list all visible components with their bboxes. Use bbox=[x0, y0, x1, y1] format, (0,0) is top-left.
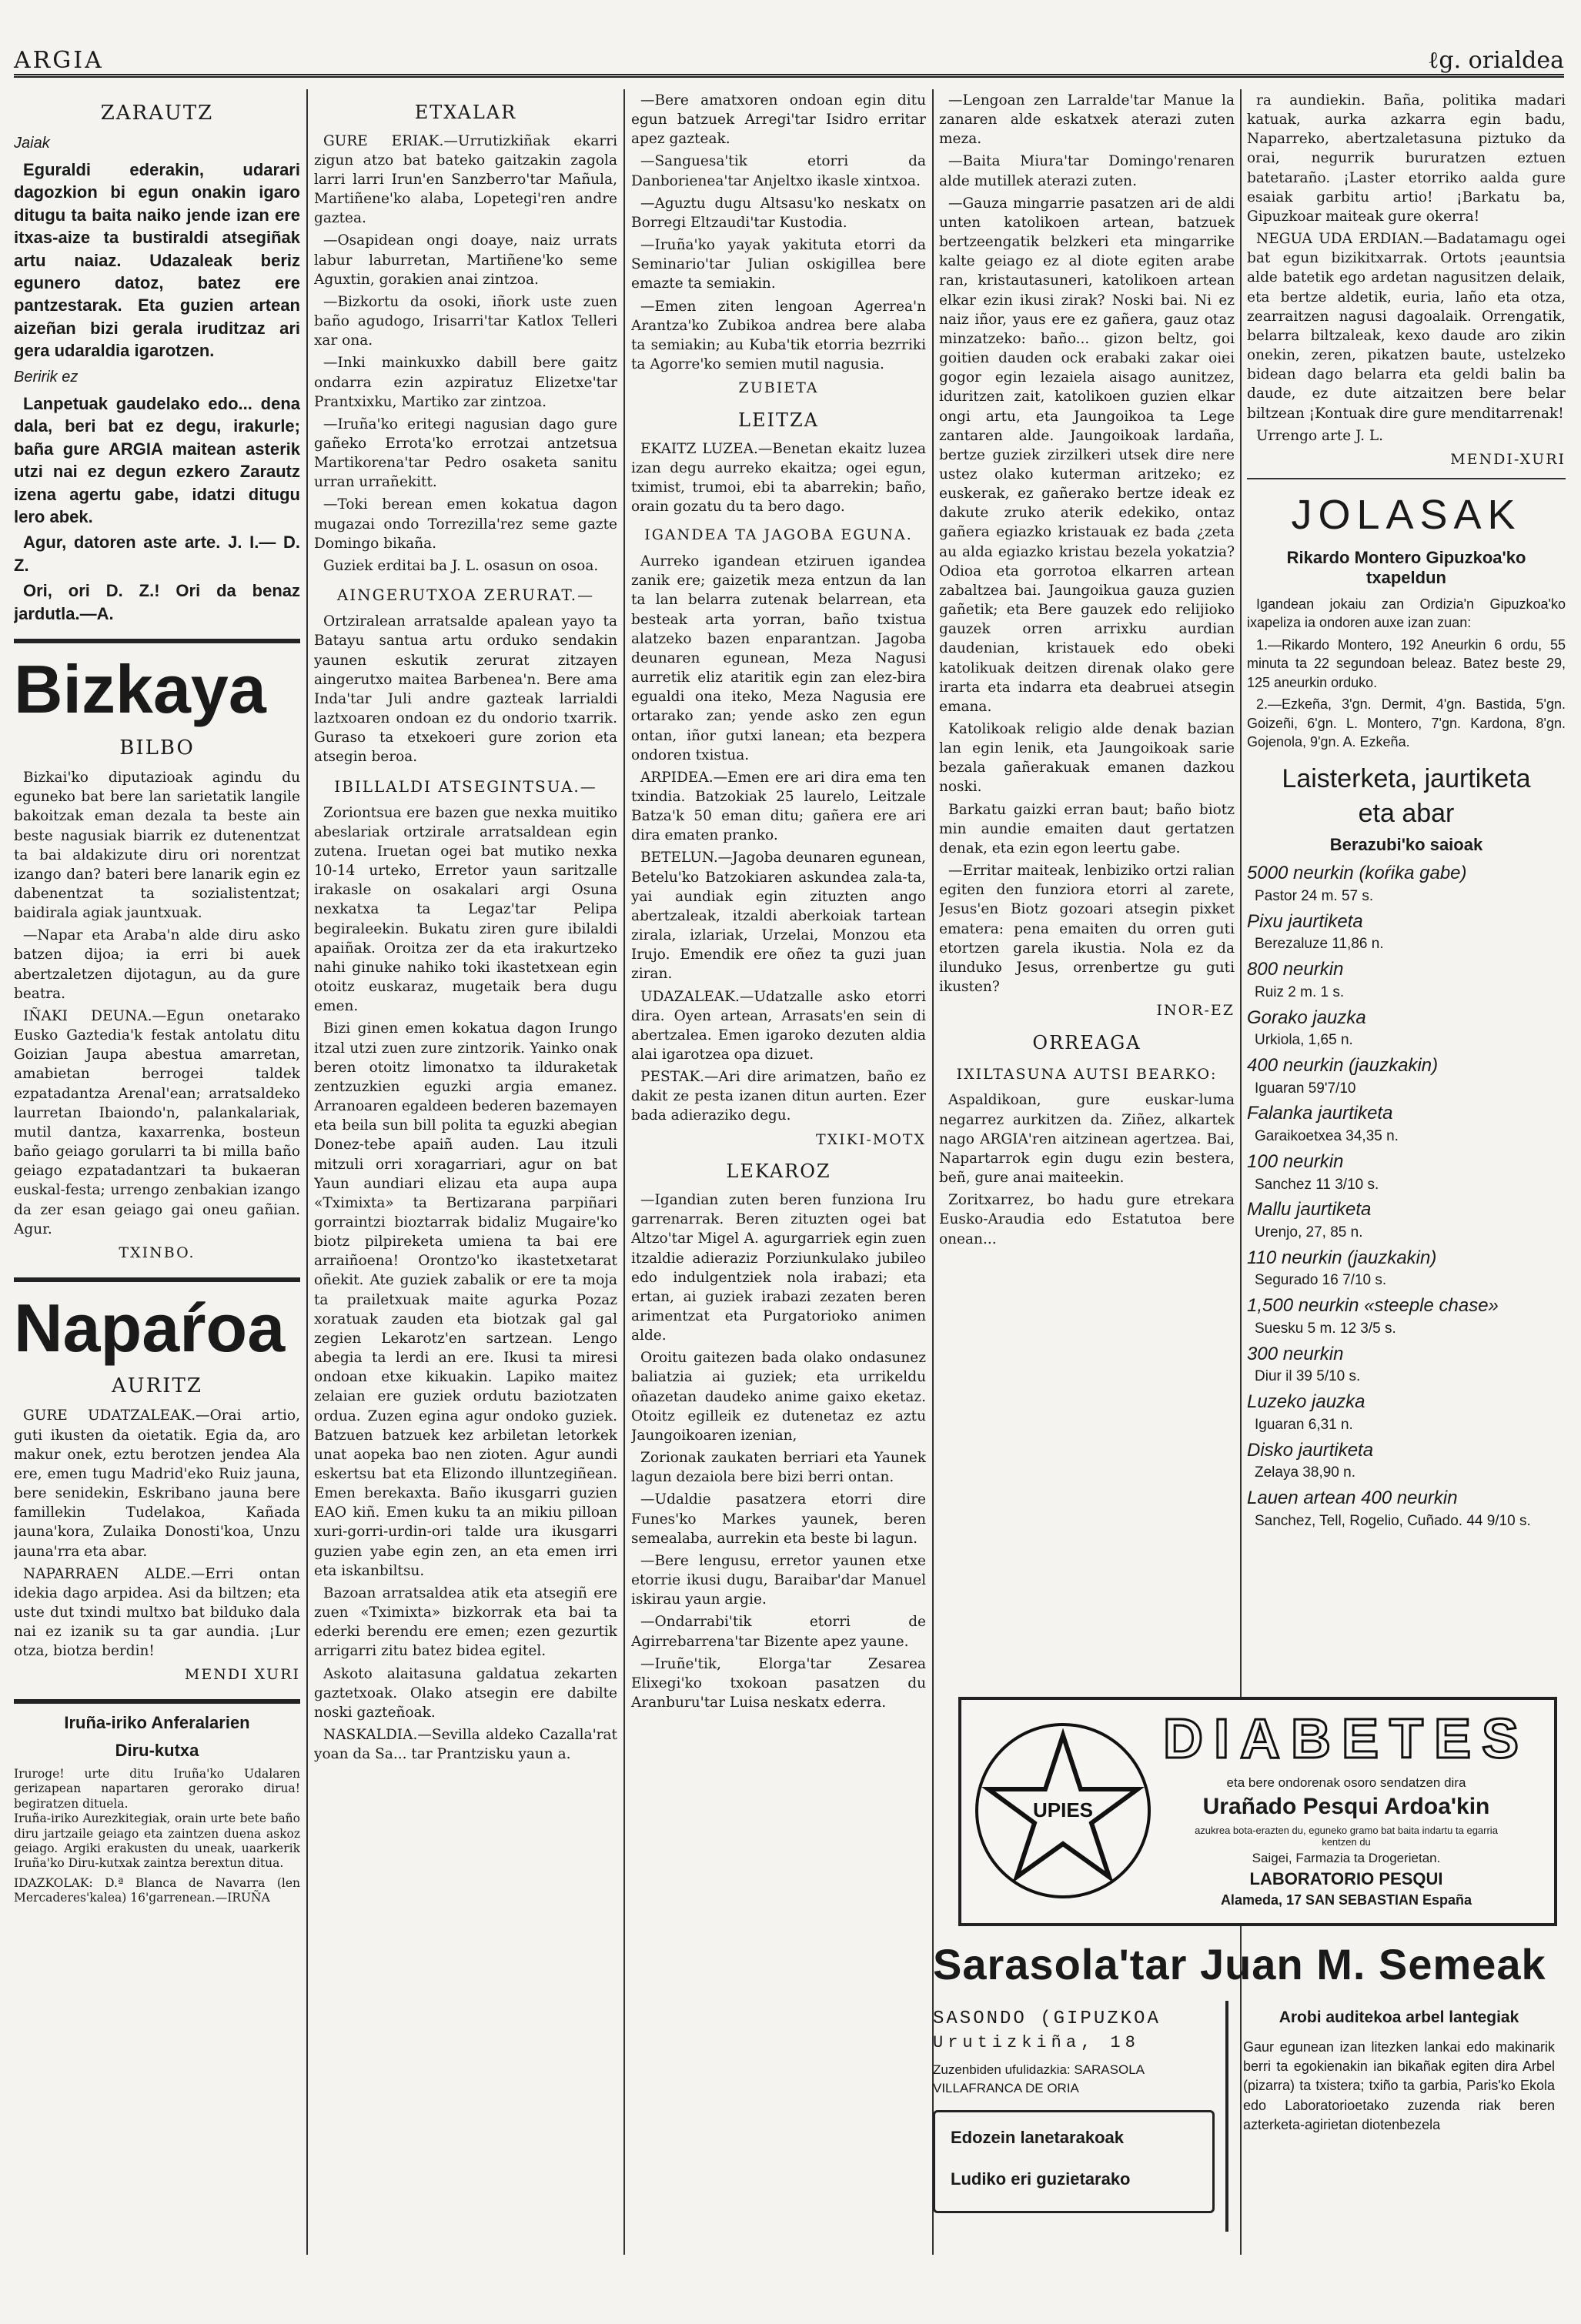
result-event: 800 neurkin bbox=[1247, 959, 1344, 980]
bilbo-paragraph: Bizkai'ko diputazioak agindu du eguneko bat bere lan sarietatik langile bakoitzak eman dezala ta beste ain beste nagusiak biarrik ez dutenentzat ta bai aldakizute diru ori norentzat izango dan? bateri bere lanarik egin ez dabenentzat ta sozialistentzat; baidirala agiak jauntxuak. bbox=[14, 770, 300, 922]
result-value: Sanchez 11 3/10 s. bbox=[1255, 1176, 1379, 1193]
diabetes-line: azukrea bota-erazten du, eguneko gramo bat baita indartu ta egarria kentzen du bbox=[1195, 1825, 1498, 1848]
result-event: 400 neurkin (jauzkakin) bbox=[1247, 1055, 1439, 1076]
sarasola-products-box bbox=[933, 2110, 1215, 2213]
sarasola-product: Edozein lanetarakoak bbox=[951, 2128, 1124, 2147]
news-item: —Ondarrabi'tik etorri de Agirrebarrena'tar Bizente apez yaune. bbox=[631, 1614, 926, 1650]
result-event: Mallu jaurtiketa bbox=[1247, 1199, 1372, 1220]
diru-kutxa-address: IDAZKOLAK: D.ª Blanca de Navarra (len Mercaderes'kalea) 16'garrenean.—IRUÑA bbox=[14, 1875, 300, 1905]
diru-kutxa-text: Iruña-iriko Aurezkitegiak, orain urte bete baño diru jartzaile geiago eta zaintzen duena askoz geiago. Argiki erakusten du uneak, uaarkerik Iruña'ko Diru-kutxak zaintza berextun ditua. bbox=[14, 1811, 300, 1871]
news-item: —Bere amatxoren ondoan egin ditu egun batzuek Arregi'tar Isidro erritar apez gazteak. bbox=[631, 92, 926, 148]
result-value: Segurado 16 7/10 s. bbox=[1255, 1272, 1387, 1289]
news-item: —Iruña'ko yayak yakituta etorri da Seminario'tar Julian oskigillea bere emazte ta semiakin. bbox=[631, 237, 926, 292]
diru-kutxa-title: Iruña-iriko Anferalarien bbox=[64, 1713, 250, 1733]
section-divider bbox=[14, 1277, 300, 1282]
etxalar-paragraph: GURE ERIAK.—Urrutizkiñak ekarri zigun atzo bat bateko gaitzakin zagola larri larri Irun'en Sanzberro'tar Mañula, Martiñene'ko alaba, Lopetegi'ren andre gaztea. bbox=[314, 132, 617, 227]
news-item: —Gauza mingarrie pasatzen ari de aldi unten katolikoen artean, batzuek bertzeengatik belzkeri eta mingarrike kalte geiago ez al diote egiten arabe ran, kristautasuneri, katolikoen artean elkar ezin ikusi zirak? Noski bai. Ni ez naiz iñor, yaus ere ez gañera, gauz otaz minzatzeko: baño... gizon beltz, goi goitien dauden ock erabaki zakar oiei gogor egin lezaiela aisago aunitzez, iduritzen zait, katolikoen guzien elkar ongi artu, eta Jaungoikoa ta Lege zantaren alde. Jaungoikoak lardaña, bertze guziek zirzilkeri utsek dire nere ustez olako kuterman aritzeko; ez euskerak, ez gañerako bertze ideak ez dakute zruko aterik edekiko, ontaz gañera egiazko kristauak ez bada ¿zeta au alda egiazko kristau bezela yokatzia? Odioa eta gorrotoa elkarren artean zabaltzea bai. Jaungoikua gauza guzien gañetik; eta Bere gauzek edo relijioko gauzek orren arrixku aurdian daudenian, kristauek edo obeki katolikuak deitzen direnak olako gere irarta eta indarra eta deabruei atsegin emana. bbox=[939, 195, 1235, 715]
bilbo-paragraph: IÑAKI DEUNA.—Egun onetarako Eusko Gaztedia'k festak antolatu ditu Goizian Jaupa abestua amarretan, amabietan berrogei taldek ezpatadantza Arenal'ean; arratsaldeko laurretan Ibaiondo'n, palankalariak, mutil dantza, kaxarrenka, bosteun baño geiago gorularri ta bi milla baño geiago ezpatadantzari ta bukaeran euskal-festa; urrengo zenbakian izango da zer esan geiago gai oneu gañian. Agur. bbox=[14, 1007, 300, 1237]
news-item: Zoritxarrez, bo hadu gure etrekara Eusko-Araudia edo Estatutoa bere onean... bbox=[939, 1192, 1235, 1247]
pesqui-logo bbox=[975, 1723, 1151, 1898]
ad-divider bbox=[1225, 2001, 1228, 2232]
section-divider bbox=[1247, 478, 1566, 479]
ibilaldi-heading: IBILLALDI ATSEGINTSUA.— bbox=[334, 776, 597, 796]
ixiltasuna-heading: IXILTASUNA AUTSI BEARKO: bbox=[956, 1065, 1218, 1083]
page-number: ℓg. orialdea bbox=[1428, 47, 1564, 74]
diabetes-lab: LABORATORIO PESQUI bbox=[1249, 1869, 1443, 1888]
etxalar-paragraph: —Toki berean emen kokatua dagon mugazai ondo Torrezilla'rez seme gazte Domingo bikaña. bbox=[314, 496, 617, 552]
auritz-paragraph: GURE UDATZALEAK.—Orai artio, guti ikusten da oietatik. Egia da, aro makur onek, eztu berotzen jendea Ala ere, emen tugu Madrid'eko Ruiz jauna, bere senidekin, Eskribano jauna bere famillekin Tudelakoa, Kañada jauna'kora, Zulaika Donosti'koa, Unzu jauna'rra eta abar. bbox=[14, 1407, 300, 1560]
star-icon bbox=[978, 1726, 1148, 1895]
montero-text: Igandean jokaiu zan Ordizia'n Gipuzkoa'ko ixapeliza ia ondoren auxe izan zuan: bbox=[1247, 596, 1566, 631]
diabetes-address: Alameda, 17 SAN SEBASTIAN España bbox=[1220, 1892, 1472, 1908]
etxalar-paragraph: —Iruña'ko eritegi nagusian dago gure gañeko Errota'ko errotzai antzetsua Martikorena'tar Pedro osaketa sanitu urran urrañekitt. bbox=[314, 416, 617, 491]
news-item: —Erritar maiteak, lenbiziko ortzi ralian egiten den funziora etorri al zarete, Jesus'en Biotz gozoari atsegin pixket ematera: pena emaiten du orren guti etortzen garela ikustia. Nola ez da ilunduko Jesus, orrenbertze gu guti ikusten? bbox=[939, 863, 1235, 996]
news-item: Zorionak zaukaten berriari eta Yaunek lagun dezaiola bere bizi berri ontan. bbox=[631, 1450, 926, 1486]
sarasola-line: Zuzenbiden ufulidazkia: SARASOLA bbox=[933, 2062, 1145, 2077]
bizkaya-title: Bizkaya bbox=[14, 651, 266, 728]
berazubi-heading: Berazubi'ko saioak bbox=[1329, 834, 1483, 854]
diabetes-line: eta bere ondorenak osoro sendatzen dira bbox=[1226, 1775, 1466, 1790]
diabetes-product: Urañado Pesqui Ardoa'kin bbox=[1202, 1794, 1490, 1819]
zarautz-heading: ZARAUTZ bbox=[100, 102, 214, 125]
news-item: Oroitu gaitezen bada olako ondasunez baliatzia ai guziek; eta urrikeldu oñazetan daudeko anime gaixo eketaz. Otoitz egilleik ez dutenetaz ez aztu Jaungoikoaren izenian, bbox=[631, 1350, 926, 1444]
zarautz-paragraph: Ori, ori D. Z.! Ori da benaz jardutla.—A. bbox=[14, 581, 300, 623]
diabetes-ad bbox=[958, 1697, 1557, 1926]
bilbo-paragraph: —Napar eta Araba'n alde diru asko batzen dijoa; ia erri bi auek abertzaletzen dijotagun, au da gure beatra. bbox=[14, 927, 300, 1002]
news-item: BETELUN.—Jagoba deunaren egunean, Betelu'ko Batzokiaren askundea zala-ta, yai aundiak egin zituzten ango abertzaleak, itzaldi aberkoiak tartean zirala, izlariak, Urzelai, Monzou eta Irujo. Emendik ere oñez ta guzi juan ziran. bbox=[631, 850, 926, 983]
result-value: Ruiz 2 m. 1 s. bbox=[1255, 983, 1345, 1000]
column-rule bbox=[623, 89, 625, 2255]
aingerutxoa-heading: AINGERUTXOA ZERURAT.— bbox=[336, 586, 595, 605]
etxalar-paragraph: —Inki mainkuxko dabill bere gaitz ondarra ezin azpiratuz Elizetxe'tar Prantxixku, Martiko zar zintzoa. bbox=[314, 355, 617, 410]
leitza-heading: LEITZA bbox=[738, 409, 819, 432]
column-3 bbox=[631, 91, 926, 2262]
result-event: Disko jaurtiketa bbox=[1247, 1439, 1374, 1461]
news-item: —Igandian zuten beren funziona Iru garrenarrak. Beren zituzten ogei bat Altzo'tar Migel A. agurgarriek egin zuen itzaldie adieraziz Porziunkulako jubileo edo indulgentziek nola irabazi; eta ertan, ai guziek irabazi zezaten beren arimentzat eta Purgatorioko animen alde. bbox=[631, 1192, 926, 1344]
section-divider bbox=[14, 639, 300, 643]
news-item: NEGUA UDA ERDIAN.—Badatamagu ogei bat egun bizikitxarrak. Ortots ¡eauntsia alde batetik ego ardetan nagusitzen delaik, eta bertze aldetik, euria, laño eta otza, zearraitzen nagusi dagoalaik. Orrengatik, belarra biltzaleak, kexo daude aro zikin onekin, zeren, pikatzen baute, ustelzeko bidean dago belarra eta geldi balin ba daude, ez dute aitzaitzen bere belar biltzean ¡Kontuak dire gure menditarrenak! bbox=[1247, 231, 1566, 422]
etxalar-paragraph: NASKALDIA.—Sevilla aldeko Cazalla'rat yoan da Sa... tar Prantzisku yaun a. bbox=[314, 1727, 617, 1763]
news-item: —Bere lengusu, erretor yaunen etxe etorrie ikusi dugu, Baraibar'dar Manuel iskirau yaun argie. bbox=[631, 1552, 926, 1608]
news-item: —Sanguesa'tik etorri da Danborienea'tar Anjeltxo ikasle xintxoa. bbox=[631, 153, 926, 189]
signature: TXINBO. bbox=[119, 1244, 196, 1261]
newspaper-name: ARGIA bbox=[14, 47, 104, 74]
laisterketa-title: Laisterketa, jaurtiketa bbox=[1282, 763, 1531, 793]
news-item: EKAITZ LUZEA.—Benetan ekaitz luzea izan degu aurreko ekaitza; ogei egun, tximist, trumoi, ebi ta abarrekin; baño, orain gozatu du ta bero dago. bbox=[631, 440, 926, 516]
diru-kutxa-text: Iruroge! urte ditu Iruña'ko Udalaren gerizapean napartaren gerorako dirua! begiratzen dituela. bbox=[14, 1767, 300, 1811]
signature: INOR-EZ bbox=[1156, 1002, 1235, 1020]
arbel-title: Arobi auditekoa arbel lantegiak bbox=[1279, 2008, 1519, 2026]
news-item: —Lengoan zen Larralde'tar Manue la zanaren alde eskatxek aterazi zuten meza. bbox=[939, 92, 1235, 148]
sarasola-address: SASONDO (GIPUZKOA bbox=[933, 2008, 1161, 2029]
results-list bbox=[1247, 861, 1566, 1531]
news-item: Aurreko igandean etziruen igandea zanik ere; gaizetik meza entzun da lan ta lan belarra zutenak belarrean, eta besteak arta yorran, baño txistua alatzeko bazen enparantzan. Jagoba deunaren egunean, Meza Nagusi aurretik eliz ataritik egin zan elez-bira egualdi ona iteko, Meza Nagusia ere ortarako zan; yende asko zen egun ontan, iñor gutxi lanean; eta bezpera ondoren txistua. bbox=[631, 553, 926, 763]
result-event: Lauen artean 400 neurkin bbox=[1247, 1488, 1458, 1509]
section-divider bbox=[14, 1699, 300, 1704]
news-item: ARPIDEA.—Emen ere ari dira ema ten txindia. Batzokiak 25 laurelo, Leitzale Batza'k 50 eman ditu; gañera ere ari dira ematen pranko. bbox=[631, 769, 926, 844]
sarasola-title: Sarasola'tar Juan M. Semeak bbox=[933, 1940, 1546, 1988]
sarasola-product: Ludiko eri guzietarako bbox=[951, 2169, 1131, 2189]
column-5 bbox=[1247, 91, 1566, 1631]
jolasak-title: JOLASAK bbox=[1291, 491, 1522, 538]
logo-text: UPIES bbox=[1032, 1798, 1094, 1821]
news-item: —Udaldie pasatzera etorri dire Funes'ko Markes yaunek, beren semealaba, aurrekin eta beste bi lagun. bbox=[631, 1491, 926, 1547]
result-value: Suesku 5 m. 12 3/5 s. bbox=[1255, 1320, 1396, 1337]
auritz-paragraph: NAPARRAEN ALDE.—Erri ontan idekia dago arpidea. Asi da biltzen; eta uste dut txindi multxo bat bilduko dala nai ez izanik su ta gar aundia. ¡Lur otza, biotza berdin! bbox=[14, 1565, 300, 1660]
result-event: 110 neurkin (jauzkakin) bbox=[1247, 1247, 1437, 1268]
result-value: Iguaran 59'7/10 bbox=[1255, 1080, 1356, 1097]
result-value: Pastor 24 m. 57 s. bbox=[1255, 887, 1374, 904]
lekaroz-heading: LEKAROZ bbox=[726, 1160, 831, 1183]
result-event: Luzeko jauzka bbox=[1247, 1391, 1365, 1413]
subheading-jaiak: Jaiak bbox=[14, 134, 50, 152]
naparoa-title: Napaŕoa bbox=[14, 1289, 286, 1366]
bilbo-heading: BILBO bbox=[119, 736, 195, 760]
arbel-ad bbox=[1243, 2008, 1555, 2135]
result-event: 1,500 neurkin «steeple chase» bbox=[1247, 1295, 1499, 1317]
diabetes-line: Saigei, Farmazia ta Drogerietan. bbox=[1252, 1851, 1441, 1865]
result-event: 300 neurkin bbox=[1247, 1343, 1344, 1364]
zarautz-paragraph: Agur, datoren aste arte. J. I.— D. Z. bbox=[14, 533, 300, 575]
column-2 bbox=[314, 91, 617, 2262]
laisterketa-subtitle: eta abar bbox=[1358, 798, 1455, 828]
sarasola-line: VILLAFRANCA DE ORIA bbox=[933, 2081, 1079, 2095]
sarasola-address: Urutizkiña, 18 bbox=[933, 2033, 1140, 2052]
signature: MENDI XURI bbox=[184, 1666, 300, 1684]
diabetes-title: DIABETES bbox=[1162, 1708, 1530, 1770]
zarautz-paragraph: Lanpetuak gaudelako edo... dena dala, beri bat ez degu, irakurle; baña gure ARGIA maitean asterik utzi nai ez degun ezkero Zarautz izena agertu gabe, idatzi ditugu lero abek. bbox=[14, 393, 300, 526]
arbel-text: Gaur egunean izan litezken lankai edo makinarik berri ta egokienakin ian bikañak egiten dira Arbel (pizarra) ta txistera; txiño ta garbia, Paris'ko Ekola edo Laboratorioetako zuzenda riak beren azterketa-agirietan diotenbezela bbox=[1243, 2039, 1555, 2132]
montero-text: 2.—Ezkeña, 3'gn. Dermit, 4'gn. Bastida, 5'gn. Goizeñi, 6'gn. L. Montero, 7'gn. Kardona, 8'gn. Gojenola, 9'gn. A. Ezkeña. bbox=[1247, 696, 1566, 750]
column-4 bbox=[939, 91, 1235, 1631]
etxalar-paragraph: Bizi ginen emen kokatua dagon Irungo itzal utzi zuen zure zintzorik. Yainko onak beren otoitz limonatxo ta ilduraketak zentzuzkien eguzki argia emanez. Arranoaren egaldeen bederen bazemayen eta beila sun bill polita ta eguzki abegian Donez-tebe apaiñ auden. Lau itzuli mitzuli orri xoragarriari, agur on bat Yaun aundiari elizau eta aupa aupa «Tximixta» ta Bertizarana parpiñari gorraintzi bioztarrak bidaliz Mugaire'ko biotz pilpireketa umiena ta bai ere arraiñoena! Orontzo'ko ikastetxetarat oñekit. Ate guziek zabalik or ere ta moja ta prailetxuak maite agurka Pozaz xoratuak zauden eta biotzak gal gal zegien Lekarotz'en sartzean. Lengo abegia ta lerdi an ere. Ikusi ta miresi ondoan etxe kikuakin. Lapiko maitez zelaian ere guziek ordutu baziotzaten ordua. Zuzen egina agur ondoko guziek. Batzuen batzuek kez arbiletan letorkek unat aopeka bao nen zioten. Agur aundi eskertsu bat eta Elizondo illuntzegiñean. Emen berekaxta. Baño ikusgarri guzien EAO kiñ. Emen kuku ta an mikiu pilloan xuri-gorri-urdin-ori talde ura ikusgarri guzien yabe egin zen, an eta emen irri eta iskanbiltsu. bbox=[314, 1020, 617, 1579]
news-item: ra aundiekin. Baña, politika madari katuak, aurka azkarra egin badu, Naparreko, abertzaletasuna piztuko da orai, negurrik bururatzen eztuen batetaraño. ¡Laster etorriko aalda gure esaiak garbitu artio! ¡Barkatu ba, Gipuzkoar maiteak gure okerra! bbox=[1247, 92, 1566, 225]
news-item: UDAZALEAK.—Udatzalle asko etorri dira. Oyen artean, Arrasats'en sein di abertzalea. Emen igaroko dezuten aldia alai igarotzea opa dizuet. bbox=[631, 988, 926, 1063]
etxalar-paragraph: —Bizkortu da osoki, iñork uste zuen baño agudogo, Irisarri'tar Katlox Telleri xar ona. bbox=[314, 293, 617, 349]
subheading-beririk: Beririk ez bbox=[14, 368, 79, 386]
result-value: Diur il 39 5/10 s. bbox=[1255, 1368, 1361, 1385]
etxalar-paragraph: —Osapidean ongi doaye, naiz urrats labur laburretan, Martiñene'ko seme Aguxtin, gorakien anai zintzoa. bbox=[314, 232, 617, 288]
column-rule bbox=[306, 89, 308, 2255]
diru-kutxa-subtitle: Diru-kutxa bbox=[115, 1741, 199, 1761]
news-item: PESTAK.—Ari dire arimatzen, baño ez dakit ze pesta izanen ditun aurten. Ezer bada adieraziko degu. bbox=[631, 1069, 926, 1124]
result-value: Berezaluze 11,86 n. bbox=[1255, 936, 1384, 953]
news-item: Barkatu gaizki erran baut; baño biotz min aundie emaiten daut gertatzen denak, eta ezin egon leertu gabe. bbox=[939, 801, 1235, 856]
zarautz-paragraph: Eguraldi ederakin, udarari dagozkion bi egun onakin igaro ditugu ta baita naiko jende izan ere itxas-aize ta bustiraldi atsegiñak artu naiaz. Udazaleak beriz egunero datoz, batez ere pantzestarak. Eta guzien artean aizeñan bizi gerala iruditzaz ari gera udaraldia igarotzen. bbox=[14, 159, 300, 361]
result-value: Urkiola, 1,65 n. bbox=[1255, 1032, 1353, 1049]
result-event: 100 neurkin bbox=[1247, 1150, 1344, 1172]
montero-headline: Rikardo Montero Gipuzkoa'ko txapeldun bbox=[1286, 548, 1526, 588]
result-value: Zelaya 38,90 n. bbox=[1255, 1464, 1355, 1481]
result-event: Gorako jauzka bbox=[1247, 1007, 1366, 1028]
etxalar-paragraph: Zoriontsua ere bazen gue nexka muitiko abeslariak ortzirale arratsaldean egin zutena. Iruetan ogei bat mutiko nexka 10-14 urteko, Erretor yaun saritzalle irakasle on osakalari argi Osuna nexkatxa ta Legaz'tar Pelipa begiraleekin. Bukatu ziren gure ibilaldi apaiñak. Oroitza zer da eta irakurtzeko nahi ginuke nahiko toki ikastetxean egin otoitz euskaraz, mugetaik bera dugu emen. bbox=[314, 804, 617, 1015]
column-1 bbox=[14, 91, 300, 2262]
news-item: —Aguztu dugu Altsasu'ko neskatx on Borregi Eltzaudi'tar Kustodia. bbox=[631, 195, 926, 231]
news-item: —Iruñe'tik, Elorga'tar Zesarea Elixegi'ko txokoan pasatzen du Aranburu'tar Luisa neskatx ederra. bbox=[631, 1655, 926, 1711]
news-item: —Emen ziten lengoan Agerrea'n Arantza'ko Zubikoa andrea bere alaba ta semiakin; au Kuba'tik etorria bezrriki ta Agorre'ko semien mutil nagusia. bbox=[631, 298, 926, 373]
etxalar-paragraph: Askoto alaitasuna galdatua zekarten gaztetxoak. Olako atsegin ere dabilte noski gazteñoak. bbox=[314, 1665, 617, 1721]
etxalar-heading: ETXALAR bbox=[414, 102, 517, 123]
news-item: Urrengo arte J. L. bbox=[1256, 427, 1384, 444]
auritz-heading: AURITZ bbox=[112, 1374, 202, 1398]
igandea-heading: IGANDEA TA JAGOBA EGUNA. bbox=[644, 526, 913, 544]
news-item: Katolikoak religio alde denak bazian lan egin lenik, eta Jaungoikoak sarie bezala gañerakuak emanen dazkou noski. bbox=[939, 721, 1235, 796]
news-item: —Baita Miura'tar Domingo'renaren alde mutillek aterazi zuten. bbox=[939, 153, 1235, 189]
result-event: Pixu jaurtiketa bbox=[1247, 910, 1363, 932]
result-event: Falanka jaurtiketa bbox=[1247, 1103, 1393, 1124]
column-rule bbox=[1240, 89, 1242, 2255]
news-item: Aspaldikoan, gure euskar-luma negarrez aurkitzen da. Ziñez, alkartek nago ARGIA'ren aitzinean agertzea. Bai, Napartarrok egin dugu ezin bestera, beñ, gure anai maiteekin. bbox=[939, 1092, 1235, 1187]
column-rule bbox=[932, 89, 934, 2255]
orreaga-heading: ORREAGA bbox=[1032, 1032, 1141, 1054]
page-header bbox=[14, 38, 1564, 78]
montero-text: 1.—Rikardo Montero, 192 Aneurkin 6 ordu, 55 minuta ta 22 segundoan beleaz. Batez beste 29, 125 aneurkin orduko. bbox=[1247, 636, 1566, 690]
etxalar-paragraph: Ortziralean arratsalde apalean yayo ta Batayu santua artu orduko sendakin yaunen eskutik zerurat zitzayen aingerutxo maitea Barbenea'n. Bere ama Inda'tar Juli andre gazteak larrialdi laztxoaren ondoan ez du ondorio txarrik. Guraso ta etxekoeri gure zorion eta atsegin beroa. bbox=[314, 613, 617, 766]
result-value: Urenjo, 27, 85 n. bbox=[1255, 1224, 1363, 1240]
etxalar-paragraph: Bazoan arratsaldea atik eta atsegiñ ere zuen «Tximixta» bizkorrak eta bai ta ederki berendu ere emen; ezen gezurtik arrigarri zitu batez bidea egitel. bbox=[314, 1584, 617, 1660]
result-value: Sanchez, Tell, Rogelio, Cuñado. 44 9/10 s. bbox=[1255, 1512, 1531, 1529]
signature: TXIKI-MOTX bbox=[815, 1130, 926, 1148]
result-value: Iguaran 6,31 n. bbox=[1255, 1416, 1353, 1433]
signature: MENDI-XURI bbox=[1450, 450, 1566, 468]
result-event: 5000 neurkin (koŕika gabe) bbox=[1247, 863, 1467, 884]
zubieta-signature: ZUBIETA bbox=[738, 379, 819, 397]
etxalar-paragraph: Guziek erditai ba J. L. osasun on osoa. bbox=[323, 557, 599, 574]
result-value: Garaikoetxea 34,35 n. bbox=[1255, 1128, 1399, 1145]
